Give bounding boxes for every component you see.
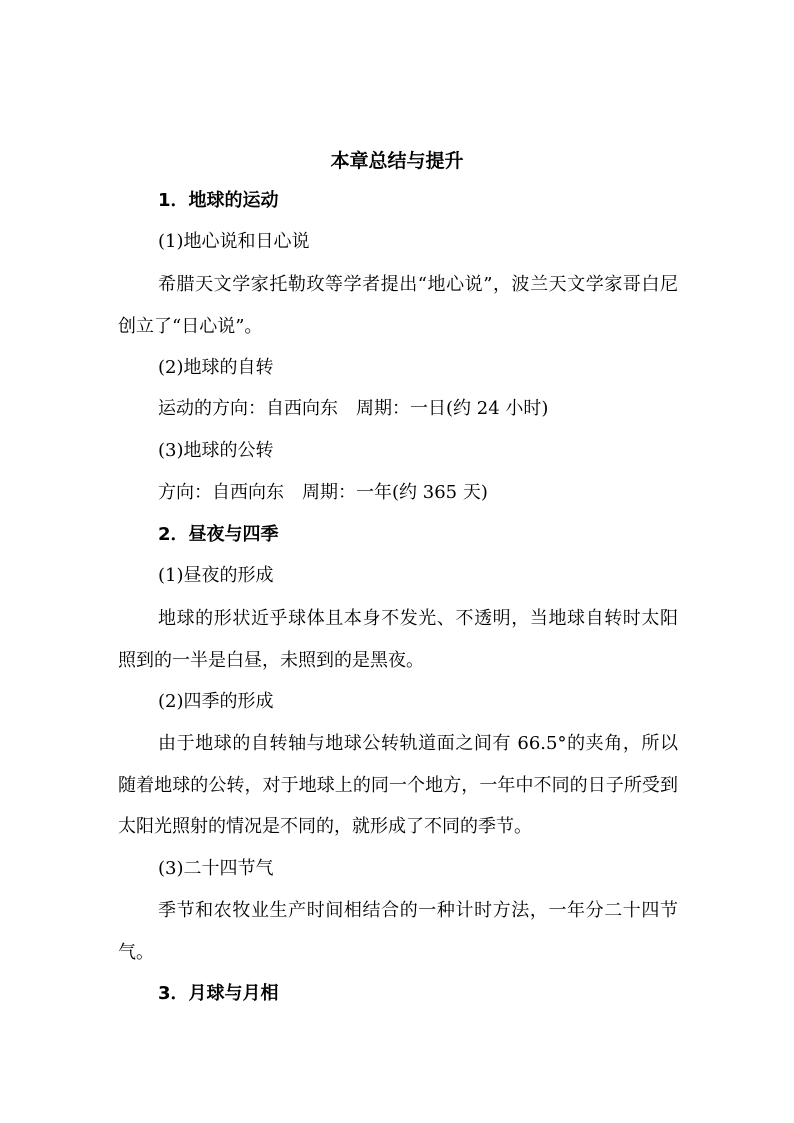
subheading-geocentric-heliocentric: (1)地心说和日心说 <box>158 231 310 252</box>
paragraph-rotation: 运动的方向：自西向东 周期：一日(约 24 小时) <box>158 398 549 419</box>
subheading-solar-terms: (3)二十四节气 <box>158 858 274 879</box>
section-heading-day-night-seasons: 2．昼夜与四季 <box>158 524 279 545</box>
subheading-day-night: (1)昼夜的形成 <box>158 565 274 586</box>
paragraph-revolution: 方向：自西向东 周期：一年(约 365 天) <box>158 482 488 503</box>
paragraph-solar-terms: 季节和农牧业生产时间相结合的一种计时方法，一年分二十四节气。 <box>118 900 678 963</box>
paragraph-seasons: 由于地球的自转轴与地球公转轨道面之间有 66.5°的夹角，所以随着地球的公转，对于地球上的同一个地方，一年中不同的日子所受到太阳光照射的情况是不同的，就形成了不同的季节。 <box>118 733 678 837</box>
section-heading-moon-phases: 3．月球与月相 <box>158 983 279 1004</box>
subheading-seasons: (2)四季的形成 <box>158 691 274 712</box>
paragraph-day-night: 地球的形状近乎球体且本身不发光、不透明，当地球自转时太阳照到的一半是白昼，未照到的是黑夜。 <box>118 608 678 671</box>
subheading-rotation: (2)地球的自转 <box>158 357 274 378</box>
page-title: 本章总结与提升 <box>330 150 464 172</box>
subheading-revolution: (3)地球的公转 <box>158 440 274 461</box>
paragraph-geocentric-heliocentric: 希腊天文学家托勒玫等学者提出“地心说”，波兰天文学家哥白尼创立了“日心说”。 <box>118 274 678 337</box>
section-heading-earth-motion: 1．地球的运动 <box>158 190 279 211</box>
